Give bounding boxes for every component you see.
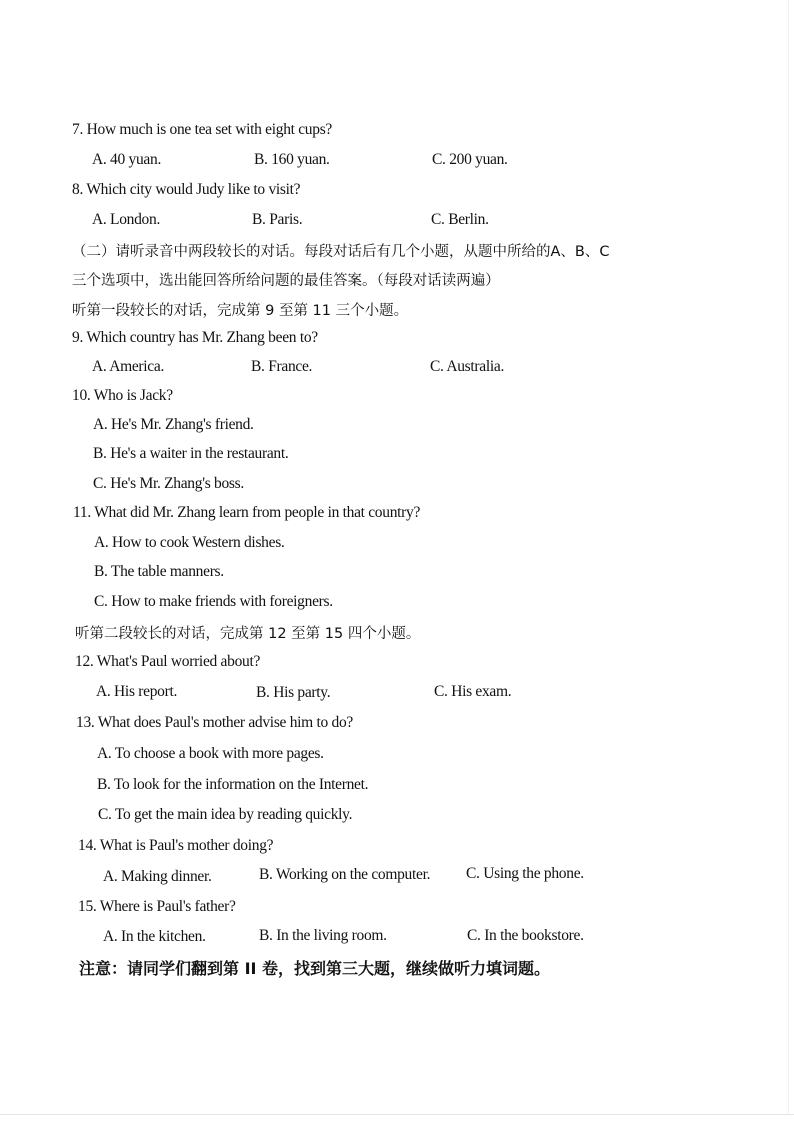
q14-option-b: B. Working on the computer. — [259, 866, 431, 883]
q9-option-c: C. Australia. — [430, 358, 505, 375]
q8-option-b: B. Paris. — [252, 211, 303, 228]
q10-option-c: C. He's Mr. Zhang's boss. — [93, 475, 244, 492]
q9-option-b: B. France. — [251, 358, 313, 375]
question-14: 14. What is Paul's mother doing? — [78, 837, 274, 854]
q10-option-a: A. He's Mr. Zhang's friend. — [93, 416, 254, 433]
q11-option-a: A. How to cook Western dishes. — [94, 534, 285, 551]
question-9: 9. Which country has Mr. Zhang been to? — [72, 329, 318, 346]
q12-option-b: B. His party. — [256, 684, 331, 701]
q14-option-c: C. Using the phone. — [466, 865, 584, 882]
question-15: 15. Where is Paul's father? — [78, 898, 236, 915]
q7-option-c: C. 200 yuan. — [432, 151, 508, 168]
q15-option-c: C. In the bookstore. — [467, 927, 584, 944]
q11-option-c: C. How to make friends with foreigners. — [94, 593, 333, 610]
q8-option-a: A. London. — [92, 211, 161, 228]
q14-option-a: A. Making dinner. — [103, 868, 212, 885]
dialogue-1-intro: 听第一段较长的对话，完成第 9 至第 11 三个小题。 — [72, 303, 409, 319]
question-12: 12. What's Paul worried about? — [75, 653, 261, 670]
q15-option-a: A. In the kitchen. — [103, 928, 206, 945]
q12-option-c: C. His exam. — [434, 683, 512, 700]
listening-note: 注意：请同学们翻到第 II 卷，找到第三大题，继续做听力填词题。 — [79, 959, 551, 978]
q9-option-a: A. America. — [92, 358, 165, 375]
q13-option-c: C. To get the main idea by reading quickly. — [98, 806, 353, 823]
q12-option-a: A. His report. — [96, 683, 178, 700]
q11-option-b: B. The table manners. — [94, 563, 224, 580]
dialogue-2-intro: 听第二段较长的对话，完成第 12 至第 15 四个小题。 — [75, 626, 421, 642]
q13-option-b: B. To look for the information on the Internet. — [97, 776, 369, 793]
question-11: 11. What did Mr. Zhang learn from people in that country? — [73, 504, 421, 521]
section-2-instruction-line-1: （二）请听录音中两段较长的对话。每段对话后有几个小题，从题中所给的A、B、C — [72, 244, 610, 260]
q15-option-b: B. In the living room. — [259, 927, 387, 944]
page-bottom-border — [0, 1114, 794, 1115]
page-right-border — [788, 0, 789, 1114]
q7-option-b: B. 160 yuan. — [254, 151, 330, 168]
question-10: 10. Who is Jack? — [72, 387, 173, 404]
q8-option-c: C. Berlin. — [431, 211, 489, 228]
question-7: 7. How much is one tea set with eight cups? — [72, 121, 333, 138]
question-8: 8. Which city would Judy like to visit? — [72, 181, 301, 198]
q10-option-b: B. He's a waiter in the restaurant. — [93, 445, 289, 462]
q7-option-a: A. 40 yuan. — [92, 151, 162, 168]
q13-option-a: A. To choose a book with more pages. — [97, 745, 324, 762]
section-2-instruction-line-2: 三个选项中，选出能回答所给问题的最佳答案。（每段对话读两遍） — [72, 273, 500, 289]
question-13: 13. What does Paul's mother advise him to do? — [76, 714, 354, 731]
